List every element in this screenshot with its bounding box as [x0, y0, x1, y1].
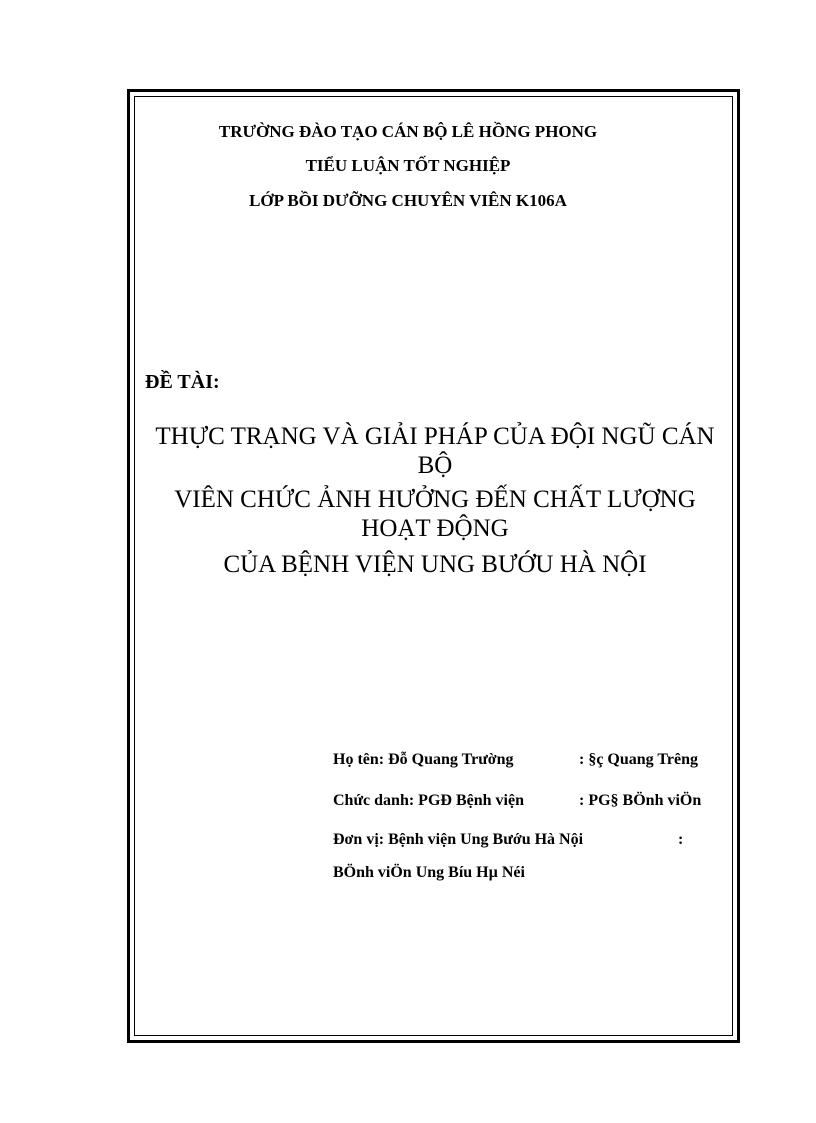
- class-name: LỚP BỒI DƯỠNG CHUYÊN VIÊN K106A: [249, 191, 567, 210]
- author-name-alt: : §ç Quang Trêng: [579, 751, 698, 768]
- author-position: Chức danh: PGĐ Bệnh viện: [333, 792, 524, 809]
- thesis-heading: TIỂU LUẬN TỐT NGHIỆP: [305, 156, 511, 175]
- topic-title-line-3: VIÊN CHỨC ẢNH HƯỞNG ĐẾN CHẤT LƯỢNG: [174, 486, 696, 513]
- author-unit-colon: :: [678, 831, 684, 848]
- topic-title-line-4: HOẠT ĐỘNG: [361, 515, 509, 542]
- topic-label: ĐỀ TÀI:: [145, 371, 220, 393]
- school-name: TRƯỜNG ĐÀO TẠO CÁN BỘ LÊ HỒNG PHONG: [218, 122, 598, 141]
- author-unit-alt: BÖnh viÖn Ung Bíu Hµ Néi: [333, 864, 525, 881]
- author-name: Họ tên: Đỗ Quang Trường: [333, 751, 514, 768]
- topic-title-line-1: THỰC TRẠNG VÀ GIẢI PHÁP CỦA ĐỘI NGŨ CÁN: [155, 423, 715, 450]
- author-position-alt: : PG§ BÖnh viÖn: [579, 792, 702, 809]
- topic-title-line-5: CỦA BỆNH VIỆN UNG BƯỚU HÀ NỘI: [223, 551, 647, 578]
- topic-title-line-2: BỘ: [417, 452, 453, 479]
- author-unit: Đơn vị: Bệnh viện Ung Bướu Hà Nội: [333, 831, 584, 848]
